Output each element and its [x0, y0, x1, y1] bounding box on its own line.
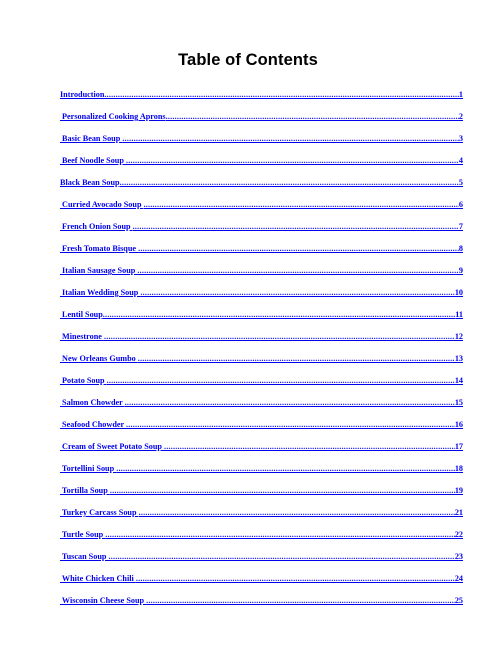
toc-entry-title: Fresh Tomato Bisque [60, 244, 139, 253]
toc-entry-title: French Onion Soup [60, 222, 133, 231]
toc-entry-title: Tuscan Soup [60, 552, 109, 561]
toc-page-number: 7 [458, 222, 463, 231]
toc-entry-title: Italian Wedding Soup [60, 288, 141, 297]
toc-entry-link[interactable] [60, 550, 463, 572]
toc-entry-title: Italian Sausage Soup [60, 266, 138, 275]
dot-leader [166, 110, 459, 124]
toc-item [60, 396, 463, 418]
toc-entry-title: Cream of Sweet Potato Soup [60, 442, 164, 451]
toc-item [60, 572, 463, 594]
toc-item [60, 154, 463, 176]
toc-item [60, 264, 463, 286]
dot-leader [133, 220, 459, 234]
toc-entry-link[interactable] [60, 220, 463, 242]
toc-entry-title: Personalized Cooking Aprons [60, 112, 166, 121]
toc-page-number: 8 [458, 244, 463, 253]
toc-entry-link[interactable] [60, 110, 463, 132]
toc-entry-link[interactable] [60, 308, 463, 330]
toc-entry-title: Black Bean Soup [60, 178, 120, 187]
toc-page-number: 24 [454, 574, 463, 583]
toc-page-number: 9 [458, 266, 463, 275]
toc-item [60, 132, 463, 154]
toc-item [60, 418, 463, 440]
toc-item [60, 462, 463, 484]
toc-entry-link[interactable] [60, 352, 463, 374]
toc-page-number: 19 [454, 486, 463, 495]
toc-entry-link[interactable] [60, 374, 463, 396]
toc-entry-link[interactable] [60, 594, 463, 616]
toc-entry-title: White Chicken Chili [60, 574, 136, 583]
toc-item [60, 594, 463, 616]
toc-entry-link[interactable] [60, 440, 463, 462]
toc-entry-title: Turkey Carcass Soup [60, 508, 139, 517]
dot-leader [105, 528, 455, 542]
toc-item [60, 198, 463, 220]
toc-page-number: 1 [458, 90, 463, 99]
toc-page-number: 6 [458, 200, 463, 209]
toc-page-number: 2 [458, 112, 463, 121]
toc-page-number: 18 [454, 464, 463, 473]
toc-entry-link[interactable] [60, 242, 463, 264]
toc-item [60, 528, 463, 550]
toc-page-number: 10 [454, 288, 463, 297]
toc-page-number: 16 [454, 420, 463, 429]
toc-entry-link[interactable] [60, 528, 463, 550]
dot-leader [125, 396, 455, 410]
dot-leader [103, 308, 455, 322]
dot-leader [146, 594, 455, 608]
dot-leader [116, 462, 455, 476]
toc-entry-link[interactable] [60, 572, 463, 594]
toc-entry-link[interactable] [60, 176, 463, 198]
toc-entry-title: Wisconsin Cheese Soup [60, 596, 147, 605]
toc-page-number: 14 [454, 376, 463, 385]
toc-entry-link[interactable] [60, 484, 463, 506]
dot-leader [138, 242, 459, 256]
dot-leader [139, 506, 455, 520]
toc-item [60, 506, 463, 528]
dot-leader [104, 88, 458, 102]
toc-entry-link[interactable] [60, 198, 463, 220]
toc-page-number: 3 [458, 134, 463, 143]
dot-leader [138, 352, 455, 366]
toc-page-number: 23 [454, 552, 463, 561]
toc-list [60, 88, 463, 616]
dot-leader [104, 330, 455, 344]
toc-page-number: 4 [458, 156, 463, 165]
dot-leader [107, 374, 455, 388]
dot-leader [122, 132, 459, 146]
toc-entry-title: Salmon Chowder [60, 398, 125, 407]
toc-entry-title: Turtle Soup [60, 530, 106, 539]
toc-page-number: 11 [455, 310, 463, 319]
toc-item [60, 110, 463, 132]
toc-entry-link[interactable] [60, 506, 463, 528]
dot-leader [136, 572, 455, 586]
toc-entry-title: Curried Avocado Soup [60, 200, 144, 209]
toc-item [60, 374, 463, 396]
toc-page-number: 15 [454, 398, 463, 407]
dot-leader [120, 176, 459, 190]
toc-entry-title: Basic Bean Soup [60, 134, 123, 143]
toc-entry-link[interactable] [60, 264, 463, 286]
toc-entry-title: Beef Noodle Soup [60, 156, 126, 165]
toc-entry-title: Minestrone [60, 332, 104, 341]
toc-item [60, 242, 463, 264]
toc-page-number: 22 [454, 530, 463, 539]
toc-heading: Table of Contents [178, 51, 318, 69]
toc-entry-title: Seafood Chowder [60, 420, 127, 429]
toc-entry-link[interactable] [60, 88, 463, 110]
toc-entry-title: Tortilla Soup [60, 486, 110, 495]
toc-entry-title: Potato Soup [60, 376, 107, 385]
toc-entry-link[interactable] [60, 154, 463, 176]
toc-page-number: 12 [454, 332, 463, 341]
toc-item [60, 330, 463, 352]
dot-leader [137, 264, 459, 278]
toc-item [60, 440, 463, 462]
dot-leader [108, 550, 454, 564]
dot-leader [140, 286, 454, 300]
toc-entry-title: New Orleans Gumbo [60, 354, 138, 363]
toc-entry-title: Tortellini Soup [60, 464, 117, 473]
toc-item [60, 550, 463, 572]
toc-entry-link[interactable] [60, 132, 463, 154]
dot-leader [144, 198, 459, 212]
dot-leader [164, 440, 455, 454]
toc-entry-link[interactable] [60, 330, 463, 352]
toc-item [60, 484, 463, 506]
toc-item [60, 352, 463, 374]
toc-page-number: 13 [454, 354, 463, 363]
toc-item [60, 88, 463, 110]
toc-item [60, 286, 463, 308]
toc-entry-link[interactable] [60, 286, 463, 308]
dot-leader [126, 154, 459, 168]
toc-item [60, 308, 463, 330]
toc-page-number: 21 [454, 508, 463, 517]
toc-page-number: 17 [454, 442, 463, 451]
toc-page-number: 5 [458, 178, 463, 187]
toc-page-number: 25 [454, 596, 463, 605]
toc-entry-link[interactable] [60, 418, 463, 440]
toc-entry-title: Lentil Soup [60, 310, 103, 319]
toc-item [60, 176, 463, 198]
toc-item [60, 220, 463, 242]
toc-entry-link[interactable] [60, 462, 463, 484]
toc-entry-link[interactable] [60, 396, 463, 418]
toc-entry-title: Introduction [60, 90, 105, 99]
dot-leader [126, 418, 455, 432]
dot-leader [110, 484, 455, 498]
